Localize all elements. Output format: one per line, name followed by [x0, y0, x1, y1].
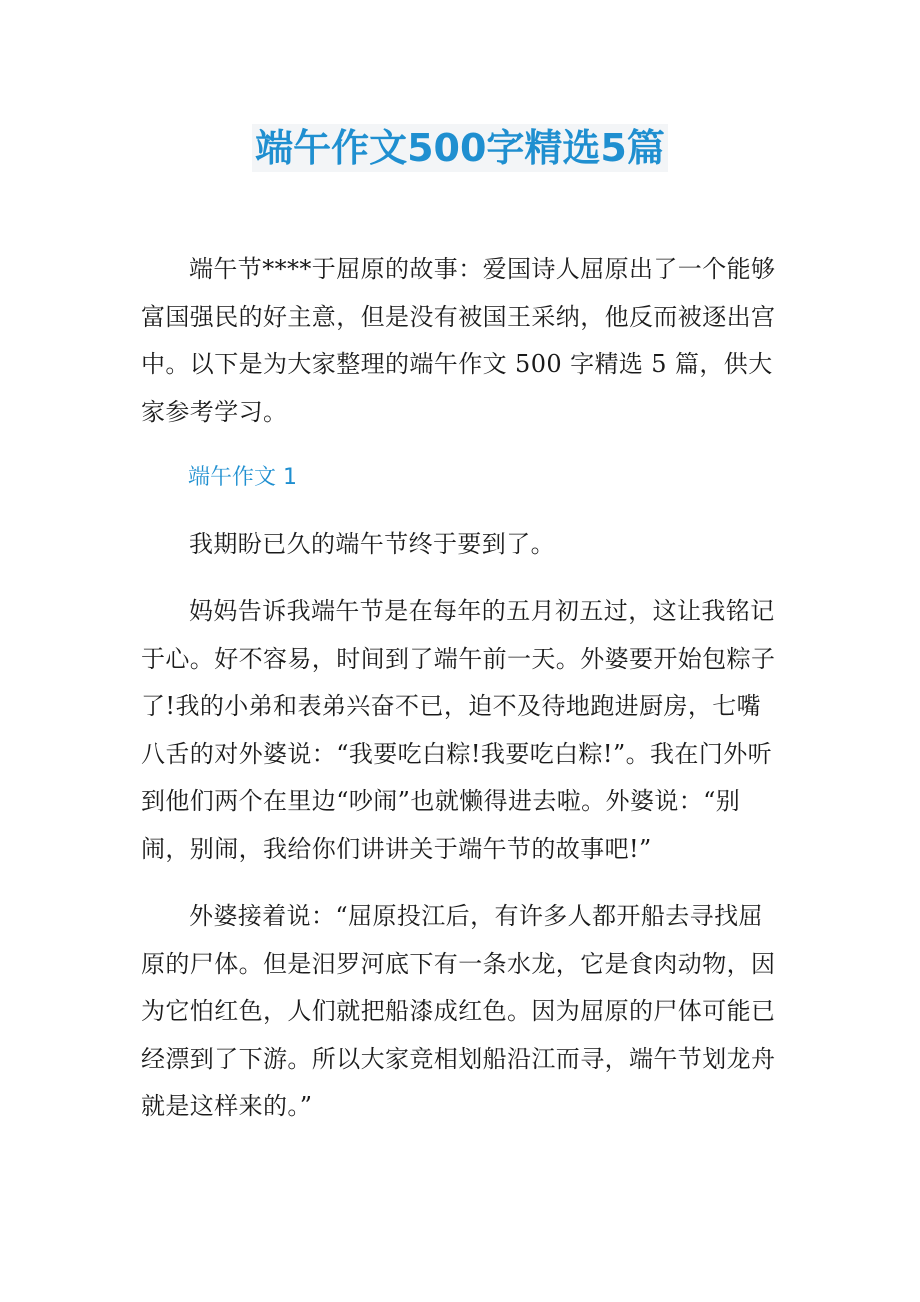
intro-paragraph: 端午节****于屈原的故事：爱国诗人屈原出了一个能够富国强民的好主意，但是没有被国王采纳，他反而被逐出宫中。以下是为大家整理的端午作文 500 字精选 5 篇，供大家参考学习。 [141, 255, 776, 426]
section-heading: 端午作文 1 [188, 465, 297, 490]
page-title [0, 118, 920, 178]
page-title-text: 端午作文500字精选5篇 [252, 124, 668, 172]
body-paragraph-3: 外婆接着说：“屈原投江后，有许多人都开船去寻找屈原的尸体。但是汨罗河底下有一条水龙，它是食肉动物，因为它怕红色，人们就把船漆成红色。因为屈原的尸体可能已经漂到了下游。所以大家竞相划船沿江而寻，端午节划龙舟就是这样来的。” [141, 902, 776, 1120]
body-paragraph-1: 我期盼已久的端午节终于要到了。 [189, 530, 555, 558]
body-paragraph-2: 妈妈告诉我端午节是在每年的五月初五过，这让我铭记于心。好不容易，时间到了端午前一天。外婆要开始包粽子了!我的小弟和表弟兴奋不已，迫不及待地跑进厨房，七嘴八舌的对外婆说：“我要吃白粽!我要吃白粽!”。我在门外听到他们两个在里边“吵闹”也就懒得进去啦。外婆说：“别闹，别闹，我给你们讲讲关于端午节的故事吧!” [141, 597, 776, 863]
